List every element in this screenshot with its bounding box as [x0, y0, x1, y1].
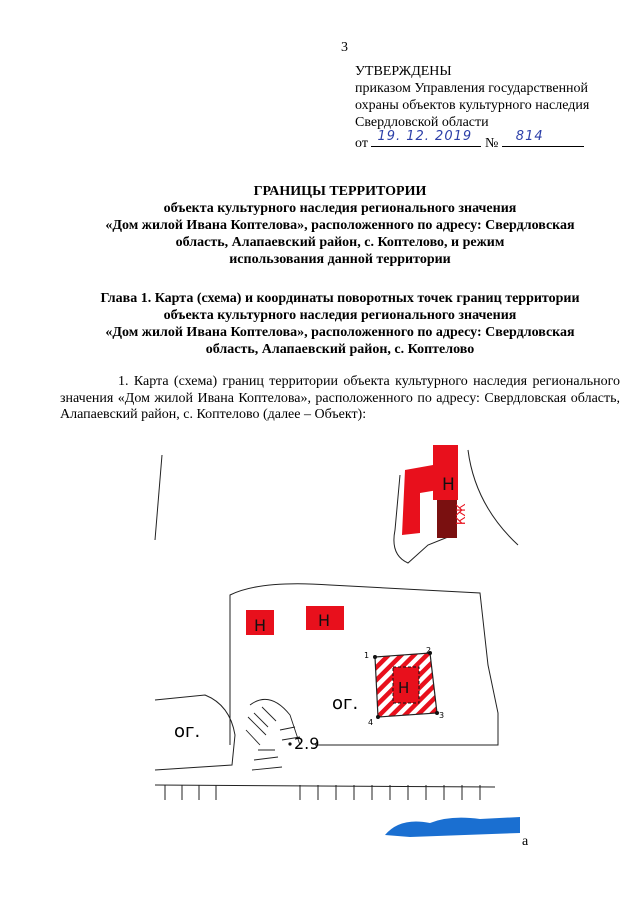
page-number: 3 — [341, 40, 348, 55]
chapter-line-1: Глава 1. Карта (схема) и координаты поворотных точек границ территории — [100, 291, 580, 306]
title-line-1: ГРАНИЦЫ ТЕРРИТОРИИ — [253, 184, 427, 199]
chapter-line-2: объекта культурного наследия регионального значения — [163, 308, 517, 323]
corner-label-3: 3 — [439, 711, 445, 720]
building-n-1-label: Н — [254, 616, 267, 635]
upper-building-1 — [402, 465, 438, 535]
paragraph-text: 1. Карта (схема) границ территории объекта культурного наследия регионального значения «Дом жилой Ивана Коптелова», расположенного по адресу: Свердловская область, Алапаевский район, с. Коптелово (далее – Объект): — [60, 374, 620, 422]
chapter-line-4: область, Алапаевский район, с. Коптелово — [205, 342, 475, 357]
corner-label-2: 2 — [426, 646, 432, 655]
date-prefix: от — [355, 136, 368, 151]
chapter-heading — [60, 290, 620, 358]
document-title — [60, 183, 620, 268]
corner-label-4: 4 — [368, 718, 374, 727]
title-line-3: «Дом жилой Ивана Коптелова», расположенного по адресу: Свердловская — [105, 218, 575, 233]
approval-title: УТВЕРЖДЕНЫ — [355, 64, 452, 79]
handwritten-number: 814 — [515, 129, 544, 144]
stairs-hatch — [246, 699, 300, 770]
road-ticks — [165, 785, 480, 800]
approval-block — [355, 63, 589, 152]
approval-line-1: приказом Управления государственной — [355, 81, 589, 96]
approval-line-3: Свердловской области — [355, 115, 489, 130]
corner-label-1: 1 — [364, 651, 370, 660]
corner-point-1 — [373, 655, 377, 659]
water-body — [385, 817, 520, 837]
corner-point-4 — [376, 715, 380, 719]
approval-date-row — [355, 131, 589, 152]
paragraph-1 — [60, 374, 620, 424]
main-plot-outline — [230, 584, 498, 745]
title-line-2: объекта культурного наследия регионального значения — [163, 201, 517, 216]
water-label: а — [522, 834, 529, 849]
road-line-left — [155, 455, 162, 540]
number-prefix: № — [484, 136, 499, 151]
title-line-4: область, Алапаевский район, с. Коптелово, и режим — [175, 235, 505, 250]
date-line — [371, 131, 481, 147]
chapter-line-3: «Дом жилой Ивана Коптелова», расположенного по адресу: Свердловская — [105, 325, 575, 340]
building-n-2-label: Н — [318, 611, 331, 630]
upper-building-n-label: Н — [442, 475, 455, 495]
boundary-map — [150, 445, 530, 855]
height-mark-label: 2.9 — [294, 734, 320, 753]
handwritten-date: 19. 12. 2019 — [377, 129, 473, 144]
fence-label-left: ог. — [174, 721, 201, 742]
fence-label: ог. — [332, 693, 359, 714]
road-line-right — [468, 450, 518, 545]
object-building-label: Н — [398, 679, 410, 697]
number-line — [502, 131, 584, 147]
height-mark-dot — [288, 742, 291, 745]
map-svg — [150, 445, 530, 855]
kzh-label: КЖ — [454, 503, 468, 525]
approval-line-2: охраны объектов культурного наследия — [355, 98, 590, 113]
title-line-5: использования данной территории — [229, 252, 451, 267]
